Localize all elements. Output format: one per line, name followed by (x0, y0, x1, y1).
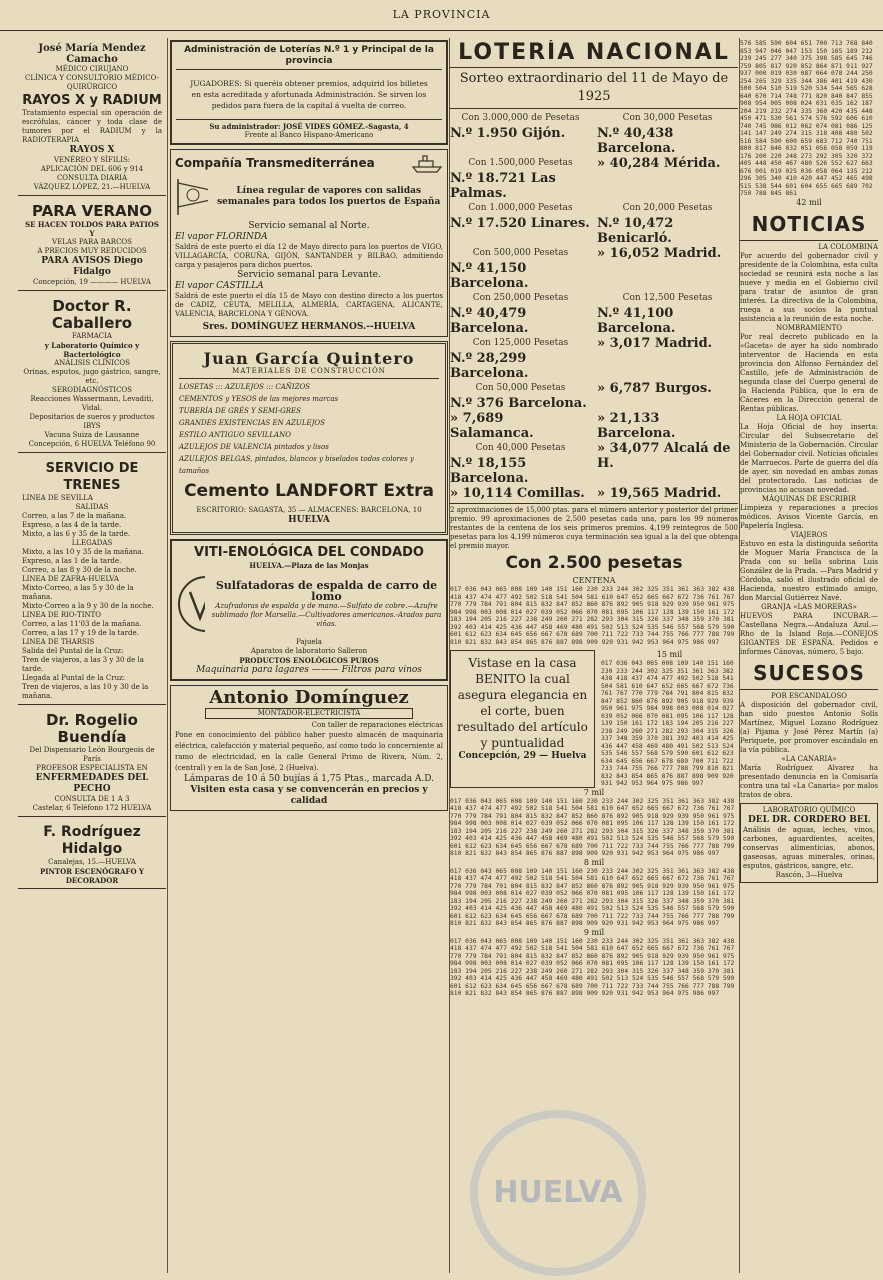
ad-line: CEMENTOS y YESOS de las mejores marcas (179, 395, 339, 403)
ad-line: ANÁLISIS CLÍNICOS (54, 359, 130, 367)
ad-line: LLEGADAS (71, 539, 113, 547)
ad-line: Concepción, 19 ———— HUELVA (33, 278, 151, 286)
news-heading: POR ESCANDALOSO (771, 691, 847, 700)
ad-line: AZULEJOS DE VALENCIA pintados y lisos (179, 443, 329, 451)
ad-caballero (18, 295, 166, 453)
number-list: 017 036 043 065 008 109 140 151 160 230 233 244 302 325 351 361 363 382 438 418 437 474 477 492 502 518 541 504 581 610 647 652 665 667 672 736 761 767 770 779 784 791 804 815 832 847 852 860 876 892 905 918 929 939 950 961 975 984 998 003 008 014 027 039 052 066 070 081 095 106 117 128 139 150 161 172 183 194 205 216 227 238 249 260 271 282 293 304 315 326 337 348 359 370 381 392 403 414 425 436 447 458 469 480 491 502 513 524 535 546 557 568 579 590 601 612 623 634 645 656 667 678 689 700 711 722 733 744 755 766 777 788 799 810 821 832 843 854 865 876 887 898 909 920 931 942 953 964 975 986 997 (450, 797, 735, 857)
divider (179, 378, 439, 379)
ad-line: Línea regular de vapores con salidas semanales para todos los puertos de España (217, 186, 441, 207)
mil-label: 7 mil (583, 787, 605, 797)
page-header (0, 8, 883, 31)
ad-name: José María Mendez Camacho (38, 43, 146, 65)
ve-monogram-logo (176, 574, 205, 634)
ad-buendia (18, 709, 166, 817)
stamp-text: HUELVA (493, 1175, 623, 1210)
mil-label: 8 mil (583, 857, 605, 867)
ad-body: Saldrá de este puerto el día 12 de Mayo directo para los puertos de VIGO, VILLAGARCÍA, CORUÑA, GIJÓN, SANTANDER y BILBAO, admitiendo carga y pasajeros para dichos puertos. (175, 243, 443, 269)
ad-line: Tratamiento especial sin operación de escrófulas, cáncer y toda clase de tumores por el RADIUM y la RADIOTERAPIA (22, 109, 162, 144)
ad-line: MÉDICO CIRUJANO (55, 65, 129, 73)
ship-icon (411, 153, 443, 173)
ad-line: VÁZQUEZ LÓPEZ, 21.—HUELVA (33, 183, 151, 191)
ad-line: SALIDAS (75, 503, 109, 511)
column-1 (18, 40, 166, 1270)
ad-line: Expreso, a las 1 de la tarde. (22, 557, 122, 565)
ad-headline: Cemento LANDFORT Extra (184, 481, 434, 501)
ad-body: Pone en conocimiento del público haber puesto almacén de maquinaria eléctrica, calefacción y material pequeño, así como todo lo concerniente al ramo de electricidad, en la calle General Primo de Rivera, Núm. 2, (central) y en la de San José, 2 (Huelva). (175, 731, 443, 772)
ad-name: Dr. Rogelio Buendía (46, 711, 138, 746)
ad-line: HUELVA.—Plaza de las Monjas (249, 561, 369, 570)
ad-name: DEL DR. CORDERO BEL (747, 814, 871, 825)
section-title-sucesos: SUCESOS (753, 660, 865, 685)
lottery-notes: 2 aproximaciones de 15,000 ptas. para el número anterior y posterior del primer premio. 99 aproximaciones de 2,500 pesetas cada una, para los 99 números restantes de la centena de los seis primeros premios. 4,199 reintegros de 500 pesetas para los 4,199 números cuya terminación sea igual a la del que obtenga el premio mayor. (450, 506, 738, 550)
news-body: HUEVOS PARA INCUBAR.—Castellana Negra.—Andaluza Azul.—Rho de la Island Roja.—CONEJOS GIGANTES DE ESPAÑA. Pedidos e informes Cánovas, número, 5 bajo. (740, 611, 878, 656)
news-body: Limpieza y reparaciones a precios módicos. Avisos Vicente García, en Papelería Inglesa. (740, 503, 878, 530)
column-2 (170, 40, 448, 1270)
ad-line: Salida del Puntal de la Cruz: (22, 647, 124, 655)
prize-cell: Con 12,500 Pesetas N.º 41,100 Barcelona. (597, 293, 713, 336)
divider (450, 503, 738, 504)
ad-name: Compañía Transmediterránea (175, 155, 375, 170)
ad-name: Doctor R. Caballero (51, 297, 133, 332)
column-4 (740, 40, 878, 1270)
news-body: Estuvo en esta la distinguida señorita de Moguer María Francisca de la Prada con su bella sobrina Luis González de la Prada. —Para Madrid y Córdoba, salió el ilustrado oficial de Hacienda, nuestro estimado amigo, don Marcial Gutiérrez Navé. (740, 539, 878, 602)
ad-line: MONTADOR-ELECTRICISTA (205, 708, 413, 719)
news-heading: GRANJA «LAS MORERAS» (761, 602, 857, 611)
ad-line: CONSULTA DE 1 A 3 (54, 795, 130, 803)
ad-line: Vacuna Suiza de Lausanne (44, 431, 140, 439)
lottery-prize-grid (450, 111, 738, 501)
divider (450, 108, 738, 109)
ad-dominguez (170, 685, 448, 811)
ad-line: LABORATORIO QUÍMICO (762, 805, 856, 814)
prize-cell: Con 1.500,000 Pesetas N.º 18.721 Las Palmas. (450, 158, 573, 201)
ad-verano (18, 200, 166, 291)
prize-cell: » 10,114 Comillas. (450, 486, 585, 501)
ad-hidalgo (18, 821, 166, 889)
ad-line: Orinas, esputos, jugo gástrico, sangre, etc. (23, 368, 161, 385)
prize-cell: Con 500,000 Pesetas N.º 41,150 Barcelona. (450, 248, 569, 291)
news-body: Por acuerdo del gobernador civil y presidente de la Colombina, esta culta sociedad se reunirá esta noche a las nueve y media en el Gobierno civil para tratar de asuntos de gran interés. La directiva de la Colombina, ruega a sus socios la puntual asistencia a la reunión de esta noche. (740, 251, 878, 323)
ad-line: CLÍNICA Y CONSULTORIO MÉDICO-QUIRÚRGICO (25, 74, 159, 91)
ad-line: El vapor CASTILLA (175, 281, 264, 291)
ad-line: LINEA DE THARSIS (22, 638, 95, 646)
ad-line: VELAS PARA BARCOS (52, 238, 132, 246)
number-list: 017 036 043 065 008 109 140 151 160 230 233 244 302 325 351 361 363 382 438 418 437 474 477 492 502 518 541 504 581 610 647 652 665 667 672 736 761 767 770 779 784 791 804 815 832 847 852 860 876 892 905 918 929 939 950 961 975 984 998 003 008 014 027 039 052 066 070 081 095 106 117 128 139 150 161 172 183 194 205 216 227 238 249 260 271 282 293 304 315 326 337 348 359 370 381 392 403 414 425 436 447 458 469 480 491 502 513 524 535 546 557 568 579 590 601 612 623 634 645 656 667 678 689 700 711 722 733 744 755 766 777 788 799 810 821 832 843 854 865 876 887 898 909 920 931 942 953 964 975 986 997 (450, 937, 735, 997)
ad-body: Saldrá de este puerto el día 15 de Mayo con destino directo a los puertos de CADIZ, CEUTA, MELILLA, ALMERÍA, CARTAGENA, ALICANTE, VALENCIA, BARCELONA Y GÉNOVA. (175, 292, 443, 318)
prize-cell: Con 250,000 Pesetas N.º 40,479 Barcelona. (450, 293, 569, 336)
ad-line: Con taller de reparaciones eléctricas (311, 721, 443, 729)
ad-line: LINEA DE ZAFRA-HUELVA (22, 575, 119, 583)
divider (450, 67, 738, 68)
ad-name: Antonio Domínguez (209, 687, 409, 708)
news-heading: LA COLOMBINA (818, 242, 878, 251)
ad-line: PROFESOR ESPECIALISTA EN (36, 764, 148, 772)
ad-line: HUELVA (288, 515, 330, 525)
ad-trenes (18, 457, 166, 705)
column-divider (167, 38, 168, 1273)
ad-name: Administración de Loterías N.º 1 y Principal de la provincia (184, 45, 434, 66)
column-3 (450, 40, 738, 1270)
news-heading: «LA CANARIA» (781, 754, 837, 763)
ad-body: JUGADORES: Si queréis obtener premios, adquirid los billetes en esta acreditada y afortunada Administración. Se sirven los pedidos para fuera de la capital á vuelta de correo. (190, 79, 428, 110)
ad-line: ESTILO ANTIGUO SEVILLANO (179, 431, 291, 439)
ad-viti (170, 539, 448, 681)
lottery-title: LOTERÍA NACIONAL (458, 40, 730, 65)
prize-cell: » 16,052 Madrid. (597, 246, 722, 261)
ad-line: Expreso, a las 4 de la tarde. (22, 521, 122, 529)
number-list: 017 036 043 065 008 109 140 151 160 230 233 244 302 325 351 361 363 382 438 418 437 474 477 492 502 518 541 504 581 610 647 652 665 667 672 736 761 767 770 779 784 791 804 815 832 847 852 860 876 892 905 918 929 939 950 961 975 984 998 003 008 014 027 039 052 066 070 081 095 106 117 128 139 150 161 172 183 194 205 216 227 238 249 260 271 282 293 304 315 326 337 348 359 370 381 392 403 414 425 436 447 458 469 480 491 502 513 524 535 546 557 568 579 590 601 612 623 634 645 656 667 678 689 700 711 722 733 744 755 766 777 788 799 810 821 832 843 854 865 876 887 898 909 920 931 942 953 964 975 986 997 (450, 586, 735, 646)
ad-line: ESCRITORIO: SAGASTA, 35 — ALMACENES: BARCELONA, 10 (196, 506, 422, 514)
ad-line: Pajuela (296, 638, 322, 646)
news-body: María Rodríguez Alvarez ha presentado denuncia en la Comisaría contra una tal «La Canaria» por malos tratos de obra. (740, 763, 878, 799)
news-body: A disposición del gobernador civil, han sido puestos Antonio Solís Martínez, Miguel Lozano Rodríguez (a) Pijama y José Pérez Martín (a) Periquete, por promover escándalo en la vía pública. (740, 700, 878, 754)
mil-label: 15 mil (656, 650, 683, 659)
number-list: 017 036 043 065 008 109 140 151 160 230 233 244 302 325 351 361 363 382 438 418 437 474 477 492 502 518 541 504 581 610 647 652 665 667 672 736 761 767 770 779 784 791 804 815 832 847 852 860 876 892 905 918 929 939 950 961 975 984 998 003 008 014 027 039 052 066 070 081 095 106 117 128 139 150 161 172 183 194 205 216 227 238 249 260 271 282 293 304 315 326 337 348 359 370 381 392 403 414 425 436 447 458 469 480 491 502 513 524 535 546 557 568 579 590 601 612 623 634 645 656 667 678 689 700 711 722 733 744 755 766 777 788 799 810 821 832 843 854 865 876 887 898 909 920 931 942 953 964 975 986 997 (601, 660, 734, 787)
prize-cell: » 21,133 Barcelona. (597, 411, 676, 441)
ad-headline: RAYOS X y RADIUM (22, 93, 162, 108)
ad-line: LINEA DE SEVILLA (22, 494, 93, 502)
ad-line: Correo, a las 17 y 19 de la tarde. (22, 629, 139, 637)
ad-line: Su administrador: JOSÉ VIDES GÓMEZ.-Sagasta, 4 (209, 122, 409, 131)
mil-label: 9 mil (583, 927, 605, 937)
prize-cell: Con 40,000 Pesetas N.º 18,155 Barcelona. (450, 443, 566, 486)
ad-line: Lámparas de 10 á 50 bujías á 1,75 Ptas., marcada A.D. (183, 774, 435, 784)
ad-name: F. Rodríguez Hidalgo (43, 824, 141, 857)
ad-line: Canalejas, 15.—HUELVA (48, 858, 136, 866)
newspaper-title: LA PROVINCIA (392, 8, 491, 21)
news-heading: VIAJEROS (790, 530, 828, 539)
ad-line: PARA AVISOS Diego Fidalgo (41, 256, 143, 277)
divider (176, 119, 442, 120)
ad-line: PINTOR ESCENÓGRAFO Y DECORADOR (39, 867, 145, 885)
ad-cordero (740, 803, 878, 883)
news-heading: LA HOJA OFICIAL (776, 413, 842, 422)
ad-line: LOSETAS ::: AZULEJOS ::: CAÑIZOS (179, 383, 311, 391)
ad-benito (450, 650, 595, 788)
ad-name: SERVICIO DE TRENES (45, 461, 139, 493)
ad-line: Depositarios de sueros y productos IBYS (29, 413, 155, 430)
ad-line: Mixto-Correo a la 9 y 30 de la noche. (22, 602, 154, 610)
ad-line: SERODIAGNÓSTICOS (52, 386, 132, 394)
ad-line: FARMACIA (72, 332, 112, 340)
pennant-flag-icon (175, 177, 208, 217)
prize-cell: » 34,077 Alcalá de H. (597, 441, 731, 471)
ad-line: Correo, a las 11'03 de la mañana. (22, 620, 142, 628)
ad-body: Vistase en la casa BENITO la cual asegura elegancia en el corte, buen resultado del artículo y puntualidad (457, 656, 588, 750)
ad-line: PRODUCTOS ENOLÓGICOS PUROS (239, 656, 379, 665)
ad-name: VITI-ENOLÓGICA DEL CONDADO (194, 545, 424, 560)
prize-cell: » 19,565 Madrid. (597, 486, 722, 501)
prize-cell: » 7,689 Salamanca. (450, 411, 534, 441)
mil-label: 42 mil (796, 197, 822, 207)
ad-line: y Laboratorio Químico y Bacteriológico (44, 341, 140, 359)
news-heading: MÁQUINAS DE ESCRIBIR (761, 494, 857, 503)
ad-line: A PRECIOS MUY REDUCIDOS (37, 247, 147, 255)
ad-line: MATERIALES DE CONSTRUCCIÓN (232, 367, 386, 375)
ad-line: LINEA DE RIO-TINTO (22, 611, 101, 619)
ad-name: PARA VERANO (32, 202, 152, 220)
ad-quintero (170, 341, 448, 535)
divider (740, 689, 878, 690)
ad-line: Mixto-Correo, a las 5 y 30 de la mañana. (22, 584, 134, 601)
ad-line: Servicio semanal para Levante. (237, 270, 381, 280)
ad-line: Tren de viajeros, a las 10 y 30 de la mañana. (22, 683, 149, 700)
ad-mendez (18, 40, 166, 196)
ad-line: TUBERÍA DE GRÉS Y SEMI-GRES (179, 407, 301, 415)
prize-cell: » 40,284 Mérida. (597, 156, 721, 171)
lottery-subtitle: Sorteo extraordinario del 11 de Mayo de 1925 (459, 71, 729, 104)
ad-line: Aparatos de laboratorio Salleron (250, 647, 368, 655)
news-body: La Hoja Oficial de hoy inserta: Circular del Subsecretario del Ministerio de la Gobernación. Circular del Gobernador civil. Noticias oficiales de Marruecos. Parte de guerra del día de ayer, sin novedad en ambas zonas del protectorado. Las noticias de provincias no acusan novedad. (740, 422, 878, 494)
ad-line: Correo, a las 7 de la mañana. (22, 512, 127, 520)
ad-loterias (170, 40, 448, 145)
ad-line: Concepción, 6 HUELVA Teléfono 90 (28, 440, 156, 448)
ad-line: CONSULTA DIARIA (56, 174, 128, 182)
ad-line: APLICACIÓN DEL 606 y 914 (40, 165, 144, 173)
ad-line: Visiten esta casa y se convencerán en precios y calidad (190, 785, 428, 806)
ad-line: VENÉREO Y SÍFILIS: (53, 156, 131, 164)
ad-line: Reacciones Wassermann, Levaditi, Vidal. (30, 395, 154, 412)
ad-line: Azufradoras de espalda y de mano.—Sulfato de cobre.—Azufre sublimado flor Marsella.—Cultivadores americanos.-Arados para viñas. (211, 601, 442, 628)
ad-line: Sres. DOMÍNGUEZ HERMANOS.--HUELVA (202, 322, 416, 332)
ad-line: Tren de viajeros, a las 3 y 30 de la tarde. (22, 656, 144, 673)
ad-body: Análisis de aguas, leches, vinos, carbones, aguardientes, aceites, conservas alimenticias, abonos, gaseosas, aguas minerales, orinas, esputos, gástricos, sangre, etc. (743, 825, 875, 870)
prize-cell: Con 125,000 Pesetas N.º 28,299 Barcelona. (450, 338, 569, 381)
news-body: Por real decreto publicado en la «Gaceta» de ayer ha sido nombrado interventor de Hacienda en esta provincia don Alfonso Fernández del Castillo, jefe de Administración de segunda clase del Cuerpo general de la Hacienda Pública, que lo era de Cáceres en la Dirección general de Rentas públicas. (740, 332, 878, 413)
ad-line: Rascón, 3—Huelva (775, 870, 843, 879)
news-heading: NOMBRAMIENTO (775, 323, 843, 332)
ad-line: GRANDES EXISTENCIAS EN AZULEJOS (179, 419, 325, 427)
ad-line: ENFERMEDADES DEL PECHO (35, 773, 149, 794)
prize-cell: Con 30,000 Pesetas N.º 40,438 Barcelona. (597, 113, 713, 156)
mil-label: CENTENA (572, 576, 616, 585)
number-list: 017 036 043 065 008 109 140 151 160 230 233 244 302 325 351 361 363 382 438 418 437 474 477 492 502 518 541 504 581 610 647 652 665 667 672 736 761 767 770 779 784 791 804 815 832 847 852 860 876 892 905 918 929 939 950 961 975 984 998 003 008 014 027 039 052 066 070 081 095 106 117 128 139 150 161 172 183 194 205 216 227 238 249 260 271 282 293 304 315 326 337 348 359 370 381 392 403 414 425 436 447 458 469 480 491 502 513 524 535 546 557 568 579 590 601 612 623 634 645 656 667 678 689 700 711 722 733 744 755 766 777 788 799 810 821 832 843 854 865 876 887 898 909 920 931 942 953 964 975 986 997 (450, 867, 735, 927)
ad-line: El vapor FLORINDA (175, 232, 268, 242)
ad-transmediterranea (170, 149, 448, 337)
prize-cell: Con 1.000,000 Pesetas N.º 17.520 Linares. (450, 203, 590, 231)
ad-line: SE HACEN TOLDOS PARA PATIOS Y (25, 220, 159, 238)
ad-line: Mixto, a las 6 y 35 de la tarde. (22, 530, 131, 538)
divider (176, 69, 442, 70)
lottery-headline: Con 2.500 pesetas (505, 553, 683, 573)
prize-cell: Con 3.000,000 de Pesetas N.º 1.950 Gijón. (450, 113, 580, 141)
ad-line: Del Dispensario León Bourgeois de París (29, 746, 155, 763)
ad-line: Mixto, a las 10 y 35 de la mañana. (22, 548, 144, 556)
divider (740, 240, 878, 241)
ad-line: AZULEJOS BELGAS, pintados, blancos y biselados todos colores y tamaños (179, 455, 414, 475)
prize-cell: » 6,787 Burgos. (597, 381, 712, 396)
library-watermark-stamp (470, 1110, 646, 1276)
ad-line: Llegada al Puntal de la Cruz: (22, 674, 126, 682)
ad-line: RAYOS X (69, 145, 115, 155)
ad-line: Frente al Banco Hispano-Americano (244, 131, 374, 139)
number-list: 576 585 590 604 651 700 713 768 840 853 947 046 047 153 150 165 189 212 239 245 277 340 375 398 585 645 746 759 805 817 920 852 864 871 911 927 937 000 019 030 087 064 078 244 250 254 265 329 335 344 386 401 419 430 500 504 510 519 520 534 544 565 628 640 670 714 748 771 820 840 847 855 908 954 005 008 024 031 035 162 187 204 219 232 274 335 360 420 435 448 450 471 530 561 574 576 592 606 610 740 745 986 012 062 074 081 086 125 141 147 249 274 315 318 408 480 502 516 584 590 600 659 683 712 740 751 800 817 846 032 051 056 058 059 119 176 200 220 248 273 292 305 320 372 405 448 450 467 480 526 552 627 663 676 001 019 025 036 058 064 135 212 296 305 340 410 420 447 452 465 498 515 538 544 601 604 655 665 689 702 750 788 845 861 (740, 40, 873, 197)
section-title-noticias: NOTICIAS (751, 211, 867, 236)
ad-line: Concepción, 29 — Huelva (458, 751, 587, 761)
prize-cell: Con 50,000 Pesetas N.º 376 Barcelona. (450, 383, 587, 411)
ad-line: Maquinaria para lagares ——— Filtros para vinos (196, 665, 422, 675)
ad-line: Correo, a las 8 y 30 de la noche. (22, 566, 137, 574)
ad-name: Juan García Quintero (203, 349, 415, 368)
prize-cell: Con 20,000 Pesetas N.º 10,472 Benicarló. (597, 203, 713, 246)
ad-line: Castelar, 6 Teléfono 172 HUELVA (32, 804, 152, 812)
ad-headline: Sulfatadoras de espalda de carro de lomo (215, 578, 438, 603)
ad-line: Servicio semanal al Norte. (248, 221, 370, 231)
prize-cell: » 3,017 Madrid. (597, 336, 713, 351)
